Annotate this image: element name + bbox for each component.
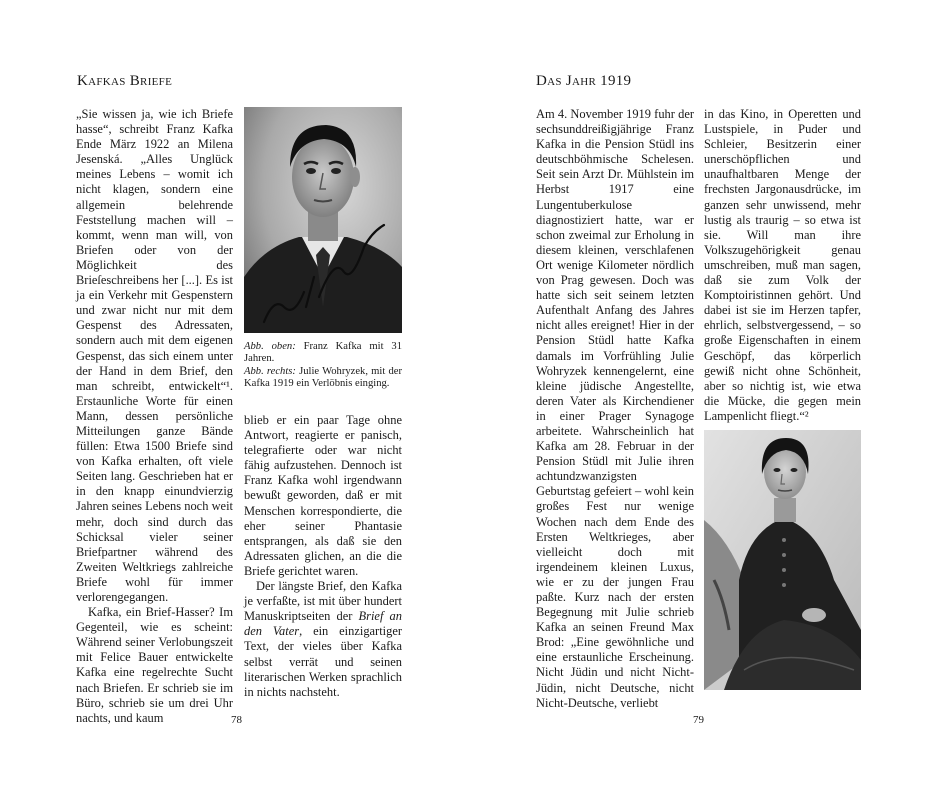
- right-running-header: Das Jahr 1919: [536, 73, 632, 89]
- right-page-number: 79: [693, 714, 704, 726]
- caption-label-top: Abb. oben:: [244, 341, 296, 352]
- right-column-1: [536, 107, 694, 711]
- right-col2-paragraph: in das Kino, in Operetten und Lustspiele, in Puder und Schleier, Besitzerin einer unerschöpflichen und unaufhaltbaren Menge der frechsten Jargonausdrücke, im ganzen sehr unwissend, mehr lustig als traurig – so etwa ist sie. Will man ihre Volkszugehörigkeit genau umschreiben, muß man sagen, daß sie zum Volk der Komptoiristinnen gehört. Und dabei ist sie im Herzen tapfer, ehrlich, selbstvergessend, – so große Eigenschaften in einem Geschöpf, das körperlich gewiß nicht ohne Schönheit, aber so nichtig ist, wie etwa die Mücke, die gegen mein Lampenlicht fliegt.“²: [704, 107, 861, 423]
- caption-text-right: Julie Wohryzek, mit der Kafka 1919 ein Verlöbnis einging.: [244, 366, 403, 390]
- portrait-photo-man-icon: [244, 107, 402, 333]
- left-col1-paragraph-1: „Sie wissen ja, wie ich Briefe hasse“, schreibt Franz Kafka Ende März 1922 an Milena Jesenská. „Alles Unglück meines Lebens – womit ich nicht klagen, sondern eine allgemein belehrende Feststellung machen will – kommt, wenn man will, von Briefen oder von der Möglichkeit des Brieſeschreibens her [...]. Es ist ja ein Verkehr mit Gespenstern und zwar nicht nur mit dem Gespenst des Adressaten, sondern auch mit dem eigenen Gespenst, das sich einem unter der Hand in dem Brief, den man schreibt, entwickelt“¹. Erstaunliche Worte für einen Mann, dessen persönliche Mitteilungen ganze Bände füllen: Etwa 1500 Briefe sind von Kafka erhalten, oft viele Seiten lang. Geschrieben hat er in den knapp einundvierzig Jahren seines Lebens noch weit mehr, doch sind durch das Schicksal vieler seiner Briefpartner während des Zweiten Weltkriegs zahlreiche Briefe wohl für immer verlorengegangen.: [76, 107, 233, 604]
- left-col1-paragraph-2: Kafka, ein Brief-Hasser? Im Gegenteil, wie es scheint: Während seiner Verlobungszeit mit Felice Bauer entwickelte Kafka eine regelrechte Sucht nach Briefen. Er schrieb sie im Büro, schrieb sie um drei Uhr nachts, und kaum: [76, 605, 233, 725]
- right-column-2: [704, 107, 861, 424]
- julie-portrait-photo: [704, 430, 861, 690]
- caption-julie: [244, 366, 402, 391]
- kafka-portrait-photo: [244, 107, 402, 333]
- left-page-number: 78: [231, 714, 242, 726]
- book-title-italic: Brief an den Vater: [244, 609, 402, 639]
- caption-label-right: Abb. rechts:: [244, 366, 296, 377]
- caption-text-top: Franz Kafka mit 31 Jahren.: [244, 341, 402, 365]
- left-column-1: [76, 107, 233, 726]
- left-column-2: [244, 413, 402, 700]
- caption-kafka: [244, 341, 402, 366]
- left-col2-paragraph-1: blieb er ein paar Tage ohne Antwort, reagierte er panisch, telegrafierte oder war nicht fähig aufzustehen. Dennoch ist Franz Kafka wohl irgendwann bewußt geworden, daß er mit Menschen korrespondierte, die eher seiner Phantasie entsprangen, als daß sie den Adressaten glichen, an die die Briefe gerichtet waren.: [244, 413, 402, 578]
- left-col2-paragraph-2: Der längste Brief, den Kafka je verfaßte, ist mit über hundert Manuskriptseiten der Brief an den Vater, ein einzigartiger Text, der vieles über Kafka selbst verrät und seinen literarischen Werken sprachlich in nichts nachsteht.: [244, 579, 402, 699]
- portrait-photo-woman-icon: [704, 430, 861, 690]
- right-col1-paragraph: Am 4. November 1919 fuhr der sechsunddreißigjährige Franz Kafka in die Pension Stüdl ins deutschböhmische Schelesen. Seit sein Arzt Dr. Mühlstein im Herbst 1917 eine Lungentuberkulose diagnostiziert hatte, war er schon zweimal zur Erholung in diesem kleinen, verschlafenen Ort wenige Kilometer nördlich von Prag gewesen. Doch was hatte sich seit seinem letzten Aufenthalt Anfang des Jahres nicht alles ereignet! Hier in der Pension Stüdl hatte Kafka damals im Vorfrühling Julie Wohryzek kennengelernt, eine kleine jüdische Angestellte, deren Vater als Kirchendiener in einer Prager Synagoge arbeitete. Wahrscheinlich hat Kafka am 28. Februar in der Pension Stüdl mit Julie ihren achtundzwanzigsten Geburtstag gefeiert – wohl kein großes Fest nur wenige Wochen nach dem Ende des Ersten Weltkrieges, aber vielleicht doch mit irgendeinem kleinen Luxus, wie er zu der jungen Frau paßte. Kurz nach der ersten Begegnung mit Julie schrieb Kafka an seinen Freund Max Brod: „Eine gewöhnliche und eine erstaunliche Erscheinung. Nicht Jüdin und nicht Nicht-Jüdin, nicht Deutsche, nicht Nicht-Deutsche, verliebt: [536, 107, 694, 710]
- left-running-header: Kafkas Briefe: [77, 73, 173, 89]
